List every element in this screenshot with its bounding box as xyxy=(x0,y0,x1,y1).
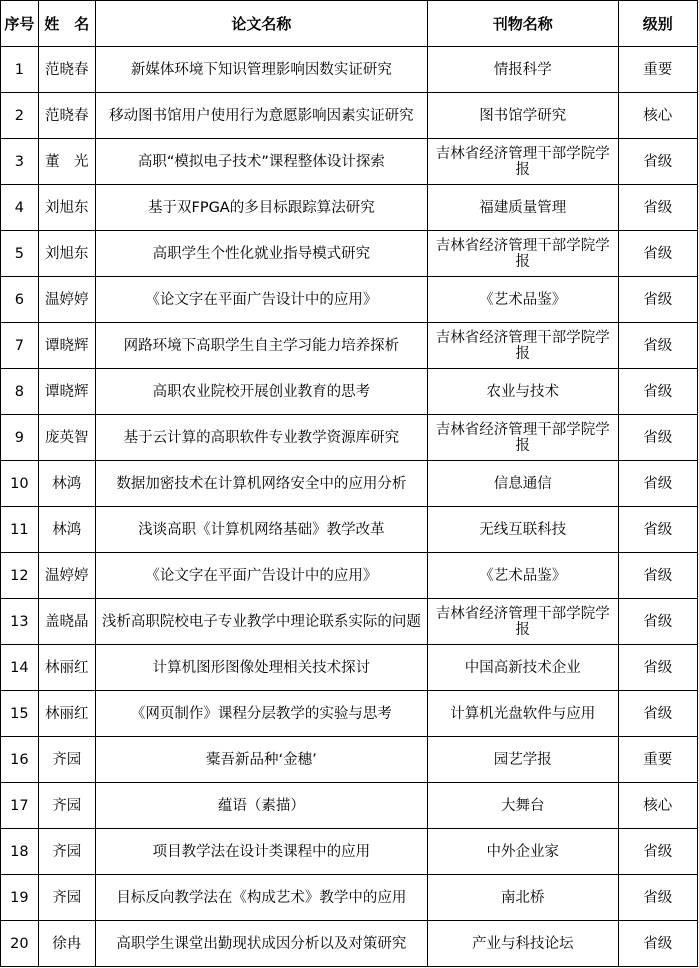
cell-journal: 中外企业家 xyxy=(427,829,618,875)
cell-journal: 《艺术品鉴》 xyxy=(427,277,618,323)
cell-level: 省级 xyxy=(618,599,698,645)
cell-title: 项目教学法在设计类课程中的应用 xyxy=(95,829,427,875)
cell-level: 省级 xyxy=(618,691,698,737)
cell-level: 核心 xyxy=(618,93,698,139)
cell-journal: 计算机光盘软件与应用 xyxy=(427,691,618,737)
header-name: 姓 名 xyxy=(38,1,95,47)
cell-level: 省级 xyxy=(618,139,698,185)
cell-level: 省级 xyxy=(618,921,698,967)
cell-title: 网路环境下高职学生自主学习能力培养探析 xyxy=(95,323,427,369)
cell-journal: 园艺学报 xyxy=(427,737,618,783)
cell-no: 14 xyxy=(1,645,39,691)
cell-title: 橐吾新品种‘金穗’ xyxy=(95,737,427,783)
cell-journal: 《艺术品鉴》 xyxy=(427,553,618,599)
cell-name: 齐园 xyxy=(38,829,95,875)
cell-name: 范晓春 xyxy=(38,93,95,139)
cell-no: 10 xyxy=(1,461,39,507)
table-row xyxy=(1,139,698,185)
cell-name: 范晓春 xyxy=(38,47,95,93)
header-journal: 刊物名称 xyxy=(427,1,618,47)
cell-name: 林丽红 xyxy=(38,691,95,737)
cell-level: 省级 xyxy=(618,369,698,415)
cell-title: 《论文字在平面广告设计中的应用》 xyxy=(95,277,427,323)
table-row xyxy=(1,921,698,967)
table-row xyxy=(1,737,698,783)
table-row xyxy=(1,553,698,599)
cell-name: 刘旭东 xyxy=(38,231,95,277)
cell-level: 省级 xyxy=(618,461,698,507)
cell-level: 省级 xyxy=(618,231,698,277)
table-row xyxy=(1,93,698,139)
cell-no: 16 xyxy=(1,737,39,783)
cell-title: 计算机图形图像处理相关技术探讨 xyxy=(95,645,427,691)
cell-journal: 情报科学 xyxy=(427,47,618,93)
cell-level: 省级 xyxy=(618,277,698,323)
cell-title: 高职农业院校开展创业教育的思考 xyxy=(95,369,427,415)
cell-journal: 吉林省经济管理干部学院学报 xyxy=(427,231,618,277)
cell-name: 董 光 xyxy=(38,139,95,185)
cell-level: 省级 xyxy=(618,415,698,461)
cell-level: 省级 xyxy=(618,553,698,599)
cell-journal: 信息通信 xyxy=(427,461,618,507)
cell-no: 15 xyxy=(1,691,39,737)
cell-name: 谭晓辉 xyxy=(38,323,95,369)
cell-title: 浅谈高职《计算机网络基础》教学改革 xyxy=(95,507,427,553)
cell-no: 6 xyxy=(1,277,39,323)
cell-no: 5 xyxy=(1,231,39,277)
header-row xyxy=(1,1,698,47)
cell-name: 刘旭东 xyxy=(38,185,95,231)
cell-journal: 中国高新技术企业 xyxy=(427,645,618,691)
cell-title: 高职学生个性化就业指导模式研究 xyxy=(95,231,427,277)
cell-journal: 无线互联科技 xyxy=(427,507,618,553)
table-row xyxy=(1,415,698,461)
cell-title: 高职学生课堂出勤现状成因分析以及对策研究 xyxy=(95,921,427,967)
cell-title: 基于云计算的高职软件专业教学资源库研究 xyxy=(95,415,427,461)
table-row xyxy=(1,645,698,691)
header-level: 级别 xyxy=(618,1,698,47)
cell-no: 18 xyxy=(1,829,39,875)
cell-no: 2 xyxy=(1,93,39,139)
cell-title: 蕴语（素描） xyxy=(95,783,427,829)
cell-level: 省级 xyxy=(618,875,698,921)
header-title: 论文名称 xyxy=(95,1,427,47)
cell-title: 高职“模拟电子技术”课程整体设计探索 xyxy=(95,139,427,185)
cell-no: 4 xyxy=(1,185,39,231)
cell-title: 《网页制作》课程分层教学的实验与思考 xyxy=(95,691,427,737)
table-row xyxy=(1,691,698,737)
cell-title: 目标反向教学法在《构成艺术》教学中的应用 xyxy=(95,875,427,921)
cell-title: 移动图书馆用户使用行为意愿影响因素实证研究 xyxy=(95,93,427,139)
cell-no: 17 xyxy=(1,783,39,829)
table-row xyxy=(1,369,698,415)
cell-title: 浅析高职院校电子专业教学中理论联系实际的问题 xyxy=(95,599,427,645)
cell-name: 齐园 xyxy=(38,737,95,783)
table-header xyxy=(1,1,698,47)
cell-name: 温婷婷 xyxy=(38,553,95,599)
header-no: 序号 xyxy=(1,1,39,47)
cell-name: 温婷婷 xyxy=(38,277,95,323)
cell-no: 13 xyxy=(1,599,39,645)
cell-journal: 图书馆学研究 xyxy=(427,93,618,139)
cell-title: 新媒体环境下知识管理影响因数实证研究 xyxy=(95,47,427,93)
cell-no: 20 xyxy=(1,921,39,967)
cell-name: 林鸿 xyxy=(38,461,95,507)
cell-journal: 农业与技术 xyxy=(427,369,618,415)
cell-journal: 福建质量管理 xyxy=(427,185,618,231)
table-row xyxy=(1,231,698,277)
cell-name: 盖晓晶 xyxy=(38,599,95,645)
cell-level: 重要 xyxy=(618,47,698,93)
cell-name: 齐园 xyxy=(38,875,95,921)
cell-title: 基于双FPGA的多目标跟踪算法研究 xyxy=(95,185,427,231)
cell-no: 7 xyxy=(1,323,39,369)
table-row xyxy=(1,277,698,323)
cell-level: 省级 xyxy=(618,323,698,369)
cell-level: 核心 xyxy=(618,783,698,829)
table-row xyxy=(1,323,698,369)
cell-no: 1 xyxy=(1,47,39,93)
cell-level: 省级 xyxy=(618,829,698,875)
cell-no: 12 xyxy=(1,553,39,599)
cell-name: 林丽红 xyxy=(38,645,95,691)
cell-name: 谭晓辉 xyxy=(38,369,95,415)
cell-journal: 吉林省经济管理干部学院学报 xyxy=(427,323,618,369)
cell-no: 11 xyxy=(1,507,39,553)
table-row xyxy=(1,185,698,231)
cell-journal: 南北桥 xyxy=(427,875,618,921)
cell-title: 《论文字在平面广告设计中的应用》 xyxy=(95,553,427,599)
cell-no: 9 xyxy=(1,415,39,461)
cell-journal: 吉林省经济管理干部学院学报 xyxy=(427,599,618,645)
cell-level: 重要 xyxy=(618,737,698,783)
cell-name: 齐园 xyxy=(38,783,95,829)
cell-no: 3 xyxy=(1,139,39,185)
table-row xyxy=(1,507,698,553)
cell-level: 省级 xyxy=(618,185,698,231)
cell-journal: 吉林省经济管理干部学院学报 xyxy=(427,139,618,185)
cell-no: 19 xyxy=(1,875,39,921)
cell-journal: 大舞台 xyxy=(427,783,618,829)
table-row xyxy=(1,599,698,645)
table-row xyxy=(1,47,698,93)
table-body xyxy=(1,47,698,967)
cell-level: 省级 xyxy=(618,507,698,553)
cell-journal: 产业与科技论坛 xyxy=(427,921,618,967)
table-row xyxy=(1,875,698,921)
cell-level: 省级 xyxy=(618,645,698,691)
cell-name: 庞英智 xyxy=(38,415,95,461)
cell-name: 林鸿 xyxy=(38,507,95,553)
table-row xyxy=(1,461,698,507)
cell-no: 8 xyxy=(1,369,39,415)
cell-journal: 吉林省经济管理干部学院学报 xyxy=(427,415,618,461)
table-row xyxy=(1,829,698,875)
cell-name: 徐冉 xyxy=(38,921,95,967)
cell-title: 数据加密技术在计算机网络安全中的应用分析 xyxy=(95,461,427,507)
table-row xyxy=(1,783,698,829)
